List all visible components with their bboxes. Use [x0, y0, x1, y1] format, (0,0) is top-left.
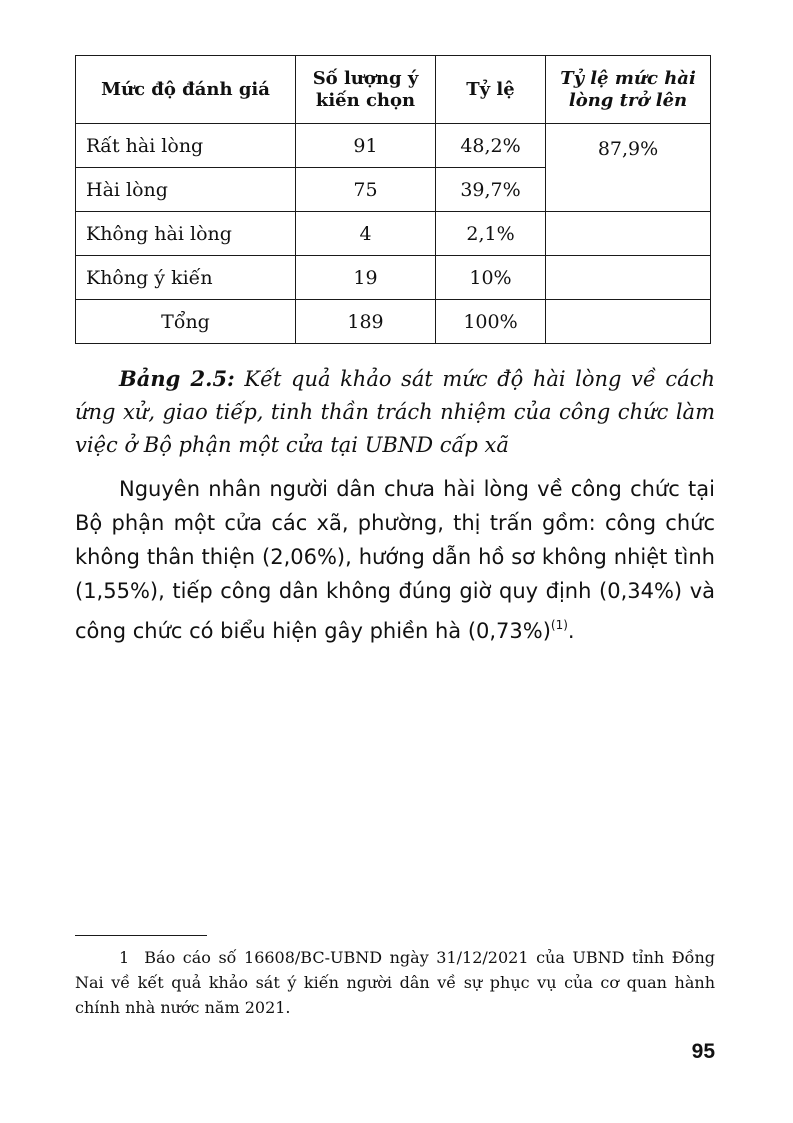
- footnote-text: Báo cáo số 16608/BC-UBND ngày 31/12/2021 của UBND tỉnh Đồng Nai về kết quả khảo sát ý kiến người dân về sự phục vụ của cơ quan hành chính nhà nước năm 2021.: [75, 948, 716, 1017]
- satisfied-rate-cell: 87,9%: [546, 124, 711, 212]
- table-row: [76, 256, 711, 300]
- row-label: Tổng: [76, 300, 296, 344]
- row-label: Không hài lòng: [76, 212, 296, 256]
- empty-cell: [546, 256, 711, 300]
- row-count: 75: [296, 168, 436, 212]
- body-paragraph: [75, 472, 715, 648]
- empty-cell: [546, 300, 711, 344]
- page-number: 95: [691, 1040, 715, 1063]
- footnote: [75, 945, 715, 1020]
- footnote-number: 1: [119, 948, 130, 967]
- footnote-reference: (1): [550, 618, 568, 632]
- paragraph-end: .: [567, 619, 575, 643]
- caption-text: Kết quả khảo sát mức độ hài lòng về cách ứng xử, giao tiếp, tinh thần trách nhiệm của công chức làm việc ở Bộ phận một cửa tại UBND cấp xã: [75, 367, 715, 457]
- survey-results-table: [75, 55, 711, 344]
- row-count: 91: [296, 124, 436, 168]
- row-rate: 100%: [436, 300, 546, 344]
- row-label: Không ý kiến: [76, 256, 296, 300]
- header-satisfied-rate: Tỷ lệ mức hài lòng trở lên: [546, 56, 711, 124]
- row-rate: 10%: [436, 256, 546, 300]
- header-rating-level: Mức độ đánh giá: [76, 56, 296, 124]
- row-rate: 2,1%: [436, 212, 546, 256]
- paragraph-text: Nguyên nhân người dân chưa hài lòng về công chức tại Bộ phận một cửa các xã, phường, thị trấn gồm: công chức không thân thiện (2,06%), hướng dẫn hồ sơ không nhiệt tình (1,55%), tiếp công dân không đúng giờ quy định (0,34%) và công chức có biểu hiện gây phiền hà (0,73%): [75, 477, 715, 643]
- row-rate: 48,2%: [436, 124, 546, 168]
- empty-cell: [546, 212, 711, 256]
- footnote-divider: [75, 935, 207, 936]
- header-response-count: Số lượng ý kiến chọn: [296, 56, 436, 124]
- row-label: Rất hài lòng: [76, 124, 296, 168]
- row-rate: 39,7%: [436, 168, 546, 212]
- table-header-row: [76, 56, 711, 124]
- header-rate: Tỷ lệ: [436, 56, 546, 124]
- row-count: 189: [296, 300, 436, 344]
- row-count: 4: [296, 212, 436, 256]
- caption-label: Bảng 2.5:: [119, 366, 235, 391]
- row-count: 19: [296, 256, 436, 300]
- table-total-row: [76, 300, 711, 344]
- table-caption: [75, 362, 715, 462]
- table-row: [76, 212, 711, 256]
- table-row: [76, 124, 711, 168]
- row-label: Hài lòng: [76, 168, 296, 212]
